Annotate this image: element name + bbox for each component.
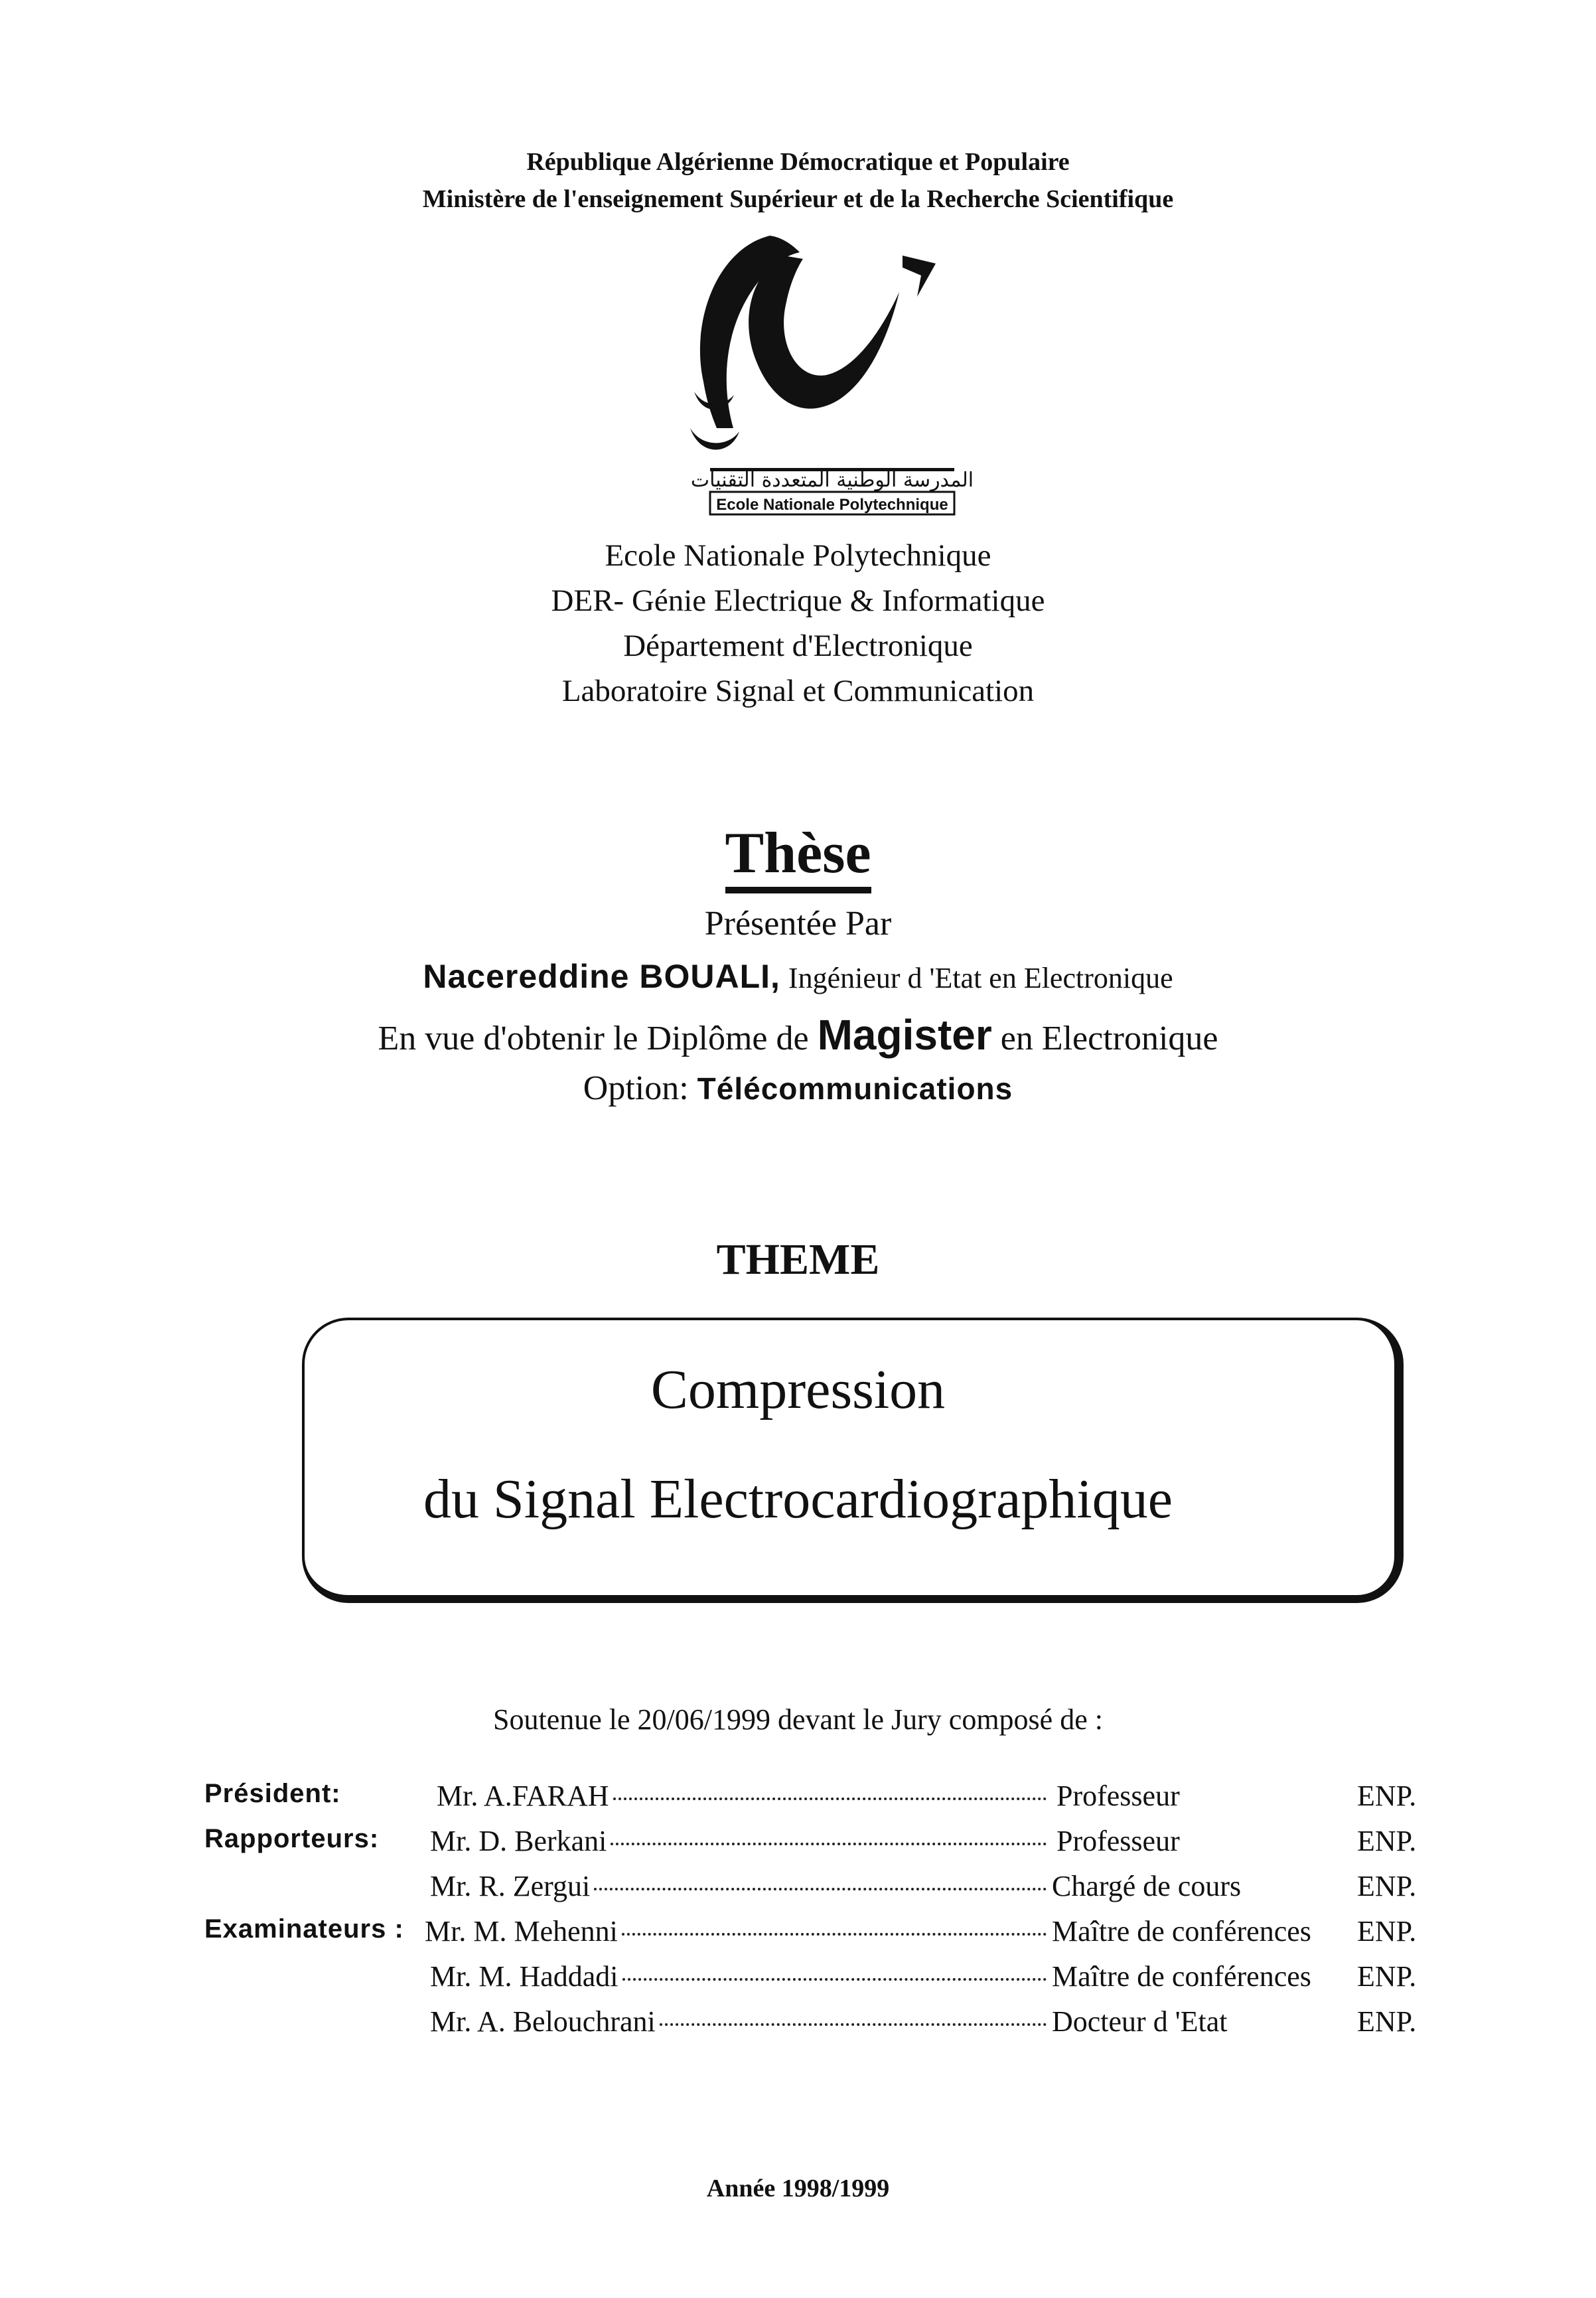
leader-dots — [622, 1933, 1047, 1936]
jury-row — [0, 2005, 1596, 2044]
jury-org: ENP. — [1357, 2005, 1417, 2038]
degree-prefix: En vue d'obtenir le Diplôme de — [378, 1020, 809, 1057]
option-label: Option: — [583, 1069, 689, 1107]
jury-row — [0, 1869, 1596, 1909]
jury-title: Professeur — [1056, 1825, 1180, 1857]
author-title: Ingénieur d 'Etat en Electronique — [788, 962, 1173, 994]
jury-org: ENP. — [1357, 1915, 1417, 1948]
degree-suffix: en Electronique — [1000, 1020, 1218, 1057]
leader-dots — [613, 1798, 1047, 1800]
jury-title: Maître de conférences — [1052, 1960, 1311, 1993]
jury-name: Mr. R. Zergui — [430, 1870, 591, 1902]
defense-statement: Soutenue le 20/06/1999 devant le Jury composé de : — [493, 1703, 1103, 1736]
jury-member — [437, 1779, 1051, 1813]
jury-row — [0, 1824, 1596, 1864]
jury-name: Mr. A.FARAH — [437, 1780, 609, 1812]
jury-member — [430, 2005, 1051, 2038]
jury-role: Rapporteurs: — [204, 1824, 380, 1853]
header-line-republic: République Algérienne Démocratique et Populaire — [526, 148, 1070, 176]
author-line — [0, 957, 1596, 996]
academic-year: Année 1998/1999 — [706, 2175, 890, 2202]
jury-title: Professeur — [1056, 1780, 1180, 1812]
jury-org: ENP. — [1357, 1780, 1417, 1812]
institution-der: DER- Génie Electrique & Informatique — [551, 583, 1045, 618]
jury-row — [0, 1779, 1596, 1819]
theme-title-line1: Compression — [650, 1359, 946, 1420]
leader-dots — [622, 1978, 1047, 1981]
theme-title-line2: du Signal Electrocardiographique — [423, 1468, 1173, 1530]
leader-dots — [660, 2023, 1047, 2026]
jury-title: Maître de conférences — [1052, 1915, 1311, 1948]
jury-org: ENP. — [1357, 1870, 1417, 1902]
jury-row — [0, 1914, 1596, 1954]
jury-member — [430, 1869, 1051, 1903]
institution-department: Département d'Electronique — [623, 629, 973, 663]
header-line-ministry: Ministère de l'enseignement Supérieur et de la Recherche Scientifique — [422, 185, 1174, 213]
jury-member — [430, 1959, 1051, 1993]
degree-name: Magister — [817, 1011, 992, 1059]
jury-role: Président: — [204, 1779, 341, 1808]
jury-name: Mr. M. Mehenni — [425, 1915, 618, 1948]
thesis-heading — [0, 820, 1596, 887]
theme-label: THEME — [716, 1235, 880, 1284]
thesis-title: Thèse — [725, 821, 871, 893]
jury-org: ENP. — [1357, 1960, 1417, 1993]
jury-org: ENP. — [1357, 1825, 1417, 1857]
jury-title: Chargé de cours — [1052, 1870, 1242, 1902]
author-name: Nacereddine BOUALI, — [423, 958, 780, 995]
option-value: Télécommunications — [697, 1071, 1013, 1106]
presented-by: Présentée Par — [704, 905, 892, 943]
option-line — [0, 1069, 1596, 1108]
jury-name: Mr. D. Berkani — [430, 1825, 607, 1857]
jury-name: Mr. A. Belouchrani — [430, 2005, 656, 2038]
school-logo-emblem-icon — [670, 229, 995, 521]
jury-name: Mr. M. Haddadi — [430, 1960, 618, 1993]
leader-dots — [594, 1888, 1047, 1890]
school-logo — [670, 229, 995, 521]
jury-row — [0, 1959, 1596, 1999]
jury-member — [425, 1914, 1051, 1948]
degree-line — [0, 1010, 1596, 1059]
logo-arabic-text: المدرسة الوطنية المتعددة التقنيات — [690, 469, 974, 492]
institution-school: Ecole Nationale Polytechnique — [605, 538, 991, 573]
institution-laboratory: Laboratoire Signal et Communication — [561, 674, 1035, 708]
jury-role: Examinateurs : — [204, 1914, 404, 1944]
logo-latin-text: Ecole Nationale Polytechnique — [716, 496, 948, 514]
leader-dots — [611, 1843, 1047, 1845]
jury-title: Docteur d 'Etat — [1052, 2005, 1228, 2038]
jury-member — [430, 1824, 1051, 1858]
